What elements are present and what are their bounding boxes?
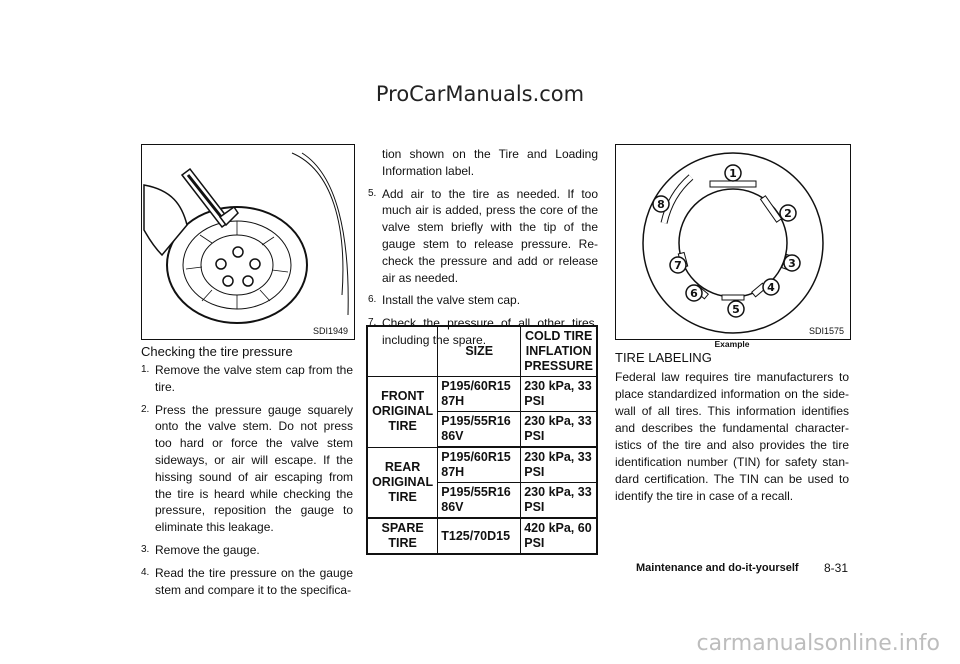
callout-label: 7 [674, 259, 682, 272]
step-text: Remove the gauge. [155, 542, 260, 557]
watermark-top: ProCarManuals.com [375, 82, 585, 106]
table-cell-pressure: 230 kPa, 33 PSI [521, 447, 597, 483]
steps-list-left [141, 362, 353, 604]
callout-label: 8 [657, 198, 665, 211]
table-row [367, 377, 597, 412]
step-number: 1. [141, 364, 150, 375]
step-number: 7. [368, 317, 377, 329]
step-text: Press the pressure gauge squarely onto the valve stem. Do not press too hard or force the valve stem sideways, or air will escape. If the hissing sound of air escaping from the tire is heard while checking the pressure, reposition the gauge to eliminate this leakage. [155, 402, 353, 535]
table-cell-size: P195/60R15 87H [438, 447, 521, 483]
tire-pressure-table [366, 325, 598, 555]
figure-tire-labeling [615, 144, 851, 340]
table-cell-size: P195/55R16 86V [438, 483, 521, 519]
step-item [141, 362, 353, 396]
step-text: Check the pressure of all other tires, including the spare. [382, 316, 598, 347]
step-item [141, 542, 353, 559]
steps-list-middle [368, 146, 598, 355]
step-number: 6. [368, 294, 377, 306]
table-cell-tire: FRONT ORIGINAL TIRE [367, 377, 438, 448]
table-header-size: SIZE [438, 326, 521, 377]
step-item [141, 565, 353, 599]
figure-caption: Example [714, 339, 750, 349]
figure-code: SDI1949 [312, 326, 348, 336]
figure-tire-gauge [141, 144, 355, 340]
step-continuation: tion shown on the Tire and Loading Information label. [382, 147, 598, 178]
step-text: Install the valve stem cap. [382, 293, 521, 308]
callout-label: 2 [784, 207, 792, 220]
table-header-tire [367, 326, 438, 377]
step-number: 5. [368, 187, 377, 199]
table-cell-size: T125/70D15 [438, 518, 521, 554]
table-header-pressure: COLD TIRE INFLATION PRESSURE [521, 326, 597, 377]
callout-label: 3 [788, 257, 796, 270]
footer-section-title: Maintenance and do-it-yourself [636, 562, 799, 574]
table-cell-tire: REAR ORIGINAL TIRE [367, 447, 438, 518]
step-number: 4. [141, 566, 150, 578]
table-row [367, 447, 597, 483]
callout-label: 1 [729, 167, 737, 180]
table-row [367, 518, 597, 554]
tire-sidewall-illustration [616, 145, 850, 339]
table-cell-size: P195/60R15 87H [438, 377, 521, 412]
table-cell-size: P195/55R16 86V [438, 412, 521, 448]
footer-page-number: 8-31 [824, 561, 849, 575]
section-heading-checking: Checking the tire pressure [141, 344, 293, 359]
table-cell-pressure: 230 kPa, 33 PSI [521, 412, 597, 448]
step-item [368, 292, 598, 309]
step-number: 2. [141, 403, 150, 415]
step-text: Remove the valve stem cap from the tire. [155, 363, 353, 394]
table-cell-tire: SPARE TIRE [367, 518, 438, 554]
tire-gauge-illustration [142, 145, 354, 339]
table-cell-pressure: 420 kPa, 60 PSI [521, 518, 597, 554]
step-item [368, 186, 598, 287]
step-number: 3. [141, 543, 150, 555]
section-heading-tire-labeling: TIRE LABELING [615, 350, 712, 365]
table-cell-pressure: 230 kPa, 33 PSI [521, 377, 597, 412]
table-header-row [367, 326, 597, 377]
callout-label: 6 [690, 287, 698, 300]
step-text: Add air to the tire as needed. If too much air is added, press the core of the valve stem briefly with the tip of the gauge stem to release pressure. Re-check the pressure and add or release air as needed. [382, 186, 598, 285]
callout-label: 4 [767, 281, 775, 294]
table-cell-pressure: 230 kPa, 33 PSI [521, 483, 597, 519]
watermark-bottom: carmanualsonline.info [696, 631, 940, 656]
step-item [141, 402, 353, 536]
step-text: Read the tire pressure on the gauge stem and compare it to the specifica- [155, 565, 353, 597]
figure-code: SDI1575 [808, 326, 844, 336]
callout-label: 5 [732, 303, 740, 316]
tire-labeling-paragraph: Federal law requires tire manufacturers to place standardized information on the side-wall of all tires. This information identifies and describes the fundamental character-istics of the tire and also provides the tire identification number (TIN) for safety stan-dard certification. The TIN can be used to identify the tire in case of a recall. [615, 370, 849, 503]
